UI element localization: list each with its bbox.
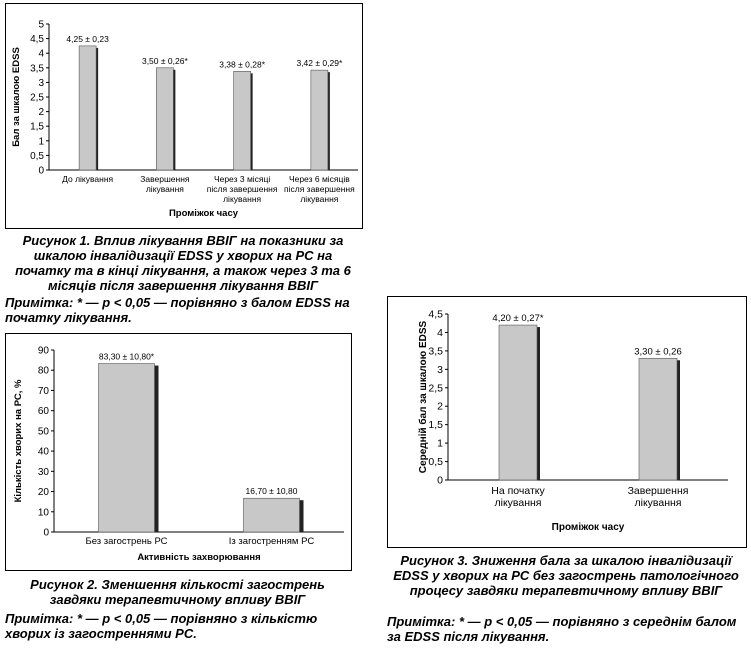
y-tick-label: 3 bbox=[437, 363, 443, 376]
figure-1-note: Примітка: * — p < 0,05 — порівняно з балом EDSS на початку лікування. bbox=[5, 295, 350, 325]
bar bbox=[79, 46, 96, 170]
y-tick-label: 1,5 bbox=[428, 419, 443, 432]
y-tick-label: 70 bbox=[37, 385, 49, 397]
y-tick-label: 4,5 bbox=[30, 34, 44, 46]
y-tick-label: 1,5 bbox=[30, 121, 44, 133]
bar bbox=[234, 71, 251, 170]
bar-value-label: 83,30 ± 10,80* bbox=[98, 351, 155, 362]
y-axis-title: Бал за шкалою EDSS bbox=[11, 47, 22, 147]
x-category-label: лікування bbox=[300, 194, 339, 204]
y-tick-label: 20 bbox=[37, 487, 49, 499]
x-axis-title: Активність захворювання bbox=[137, 552, 261, 563]
x-category-label: Завершення bbox=[627, 485, 689, 497]
x-category-label: Без загострень РС bbox=[85, 536, 168, 547]
y-tick-label: 1 bbox=[38, 136, 44, 148]
y-tick-label: 3,5 bbox=[428, 345, 443, 358]
bar bbox=[156, 68, 173, 170]
figure-2-caption: Рисунок 2. Зменшення кількості загострень завдяки терапевтичному впливу ВВІГ bbox=[30, 577, 325, 607]
x-category-label: лікування bbox=[634, 497, 682, 509]
y-tick-label: 10 bbox=[37, 507, 49, 519]
bar-value-label: 4,20 ± 0,27* bbox=[492, 313, 544, 325]
bar bbox=[311, 70, 328, 170]
y-tick-label: 3,5 bbox=[30, 63, 44, 75]
x-category-label: До лікування bbox=[62, 174, 114, 184]
figure-3-frame bbox=[387, 296, 747, 548]
bar bbox=[99, 364, 155, 532]
x-category-label: Через 6 місяців bbox=[288, 174, 350, 184]
x-category-label: Через 3 місяці bbox=[213, 174, 271, 184]
x-category-label: Завершення bbox=[140, 174, 190, 184]
y-tick-label: 1 bbox=[437, 437, 443, 450]
y-tick-label: 4 bbox=[437, 326, 443, 339]
figure-3-note: Примітка: * — p < 0,05 — порівняно з середнім балом за EDSS після лікування. bbox=[387, 614, 737, 644]
figure-1-chart bbox=[6, 4, 362, 228]
x-category-label: Із загостренням РС bbox=[228, 536, 315, 547]
y-tick-label: 4,5 bbox=[428, 308, 443, 321]
y-tick-label: 50 bbox=[37, 426, 49, 438]
figure-1-caption: Рисунок 1. Вплив лікування ВВІГ на показники за шкалою інвалідизації EDSS у хворих на РС на початку та в кінці лікування, а також через 3 та 6 місяців після завершення лікування ВВІГ bbox=[15, 233, 351, 293]
y-tick-label: 30 bbox=[37, 466, 49, 478]
y-tick-label: 2,5 bbox=[30, 92, 44, 104]
bar-value-label: 3,50 ± 0,26* bbox=[141, 55, 188, 66]
y-tick-label: 2,5 bbox=[428, 382, 443, 395]
figure-2-note: Примітка: * — p < 0,05 — порівняно з кількістю хворих із загостреннями РС. bbox=[5, 611, 318, 641]
y-tick-label: 40 bbox=[37, 446, 49, 458]
y-tick-label: 0 bbox=[437, 474, 443, 487]
y-tick-label: 2 bbox=[38, 107, 44, 119]
y-tick-label: 4 bbox=[38, 48, 44, 60]
bar-value-label: 4,25 ± 0,23 bbox=[66, 33, 109, 44]
x-category-label: після завершення bbox=[206, 184, 278, 194]
x-category-label: після завершення bbox=[284, 184, 355, 194]
figure-3-caption: Рисунок 3. Зниження бала за шкалою інвалідизації EDSS у хворих на РС без загострень патологічного процесу завдяки терапевтичному впливу ВВІГ bbox=[393, 553, 739, 598]
bar-value-label: 3,30 ± 0,26 bbox=[634, 346, 682, 358]
bar-value-label: 3,38 ± 0,28* bbox=[219, 59, 266, 70]
figure-2-frame bbox=[5, 333, 352, 571]
y-tick-label: 0,5 bbox=[30, 150, 44, 162]
figure-1-frame bbox=[5, 3, 363, 229]
x-category-label: лікування bbox=[223, 194, 262, 204]
bar-value-label: 3,42 ± 0,29* bbox=[296, 58, 343, 69]
x-axis-title: Проміжок часу bbox=[551, 522, 625, 533]
bar-value-label: 16,70 ± 10,80 bbox=[245, 486, 298, 497]
y-tick-label: 0,5 bbox=[428, 456, 443, 469]
y-tick-label: 3 bbox=[38, 77, 44, 89]
y-tick-label: 90 bbox=[37, 345, 49, 357]
figure-2-chart bbox=[6, 334, 351, 570]
y-tick-label: 0 bbox=[38, 165, 44, 177]
y-tick-label: 5 bbox=[38, 19, 44, 31]
y-tick-label: 2 bbox=[437, 400, 443, 413]
figure-3-chart bbox=[388, 297, 746, 547]
y-tick-label: 80 bbox=[37, 365, 49, 377]
y-tick-label: 60 bbox=[37, 406, 49, 418]
x-axis-title: Проміжок часу bbox=[168, 208, 239, 219]
y-axis-title: Середній бал за шкалою EDSS bbox=[418, 320, 429, 474]
y-axis-title: Кількість хворих на РС, % bbox=[13, 379, 24, 503]
bar bbox=[639, 358, 677, 480]
x-category-label: лікування bbox=[145, 184, 184, 194]
bar bbox=[244, 498, 300, 532]
x-category-label: лікування bbox=[494, 497, 542, 509]
x-category-label: На початку bbox=[491, 485, 545, 497]
bar bbox=[499, 325, 537, 480]
y-tick-label: 0 bbox=[43, 527, 49, 539]
